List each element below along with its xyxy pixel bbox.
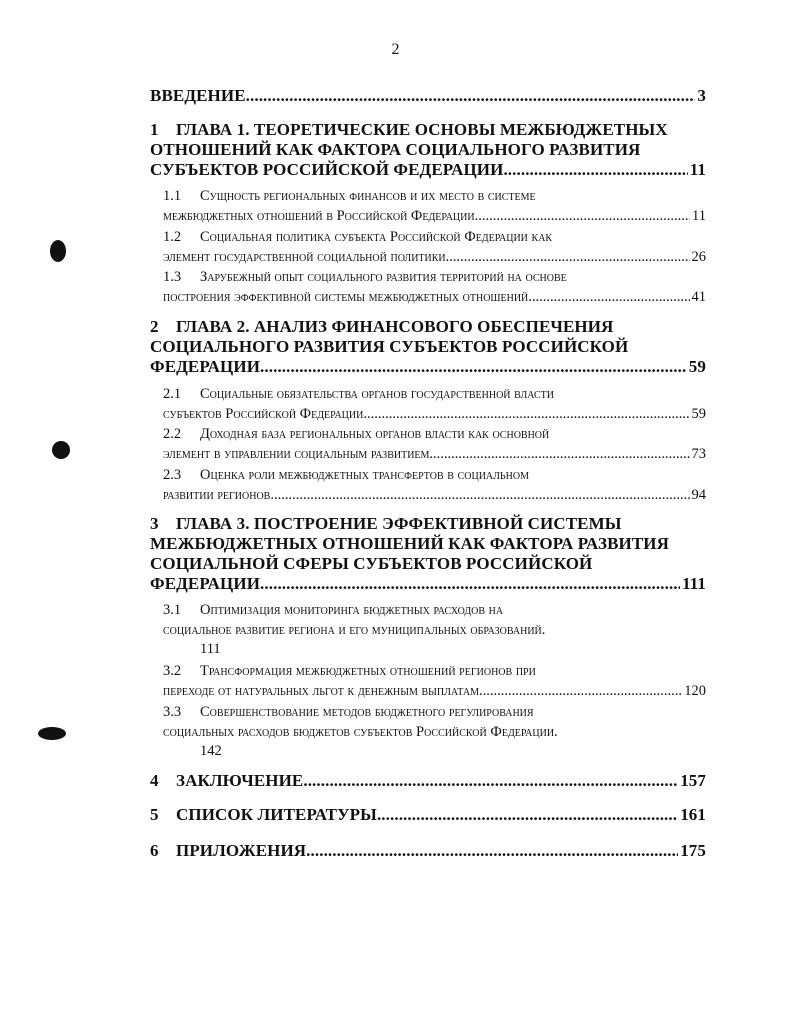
scan-blot [38, 727, 66, 740]
section-title-line[interactable]: социальных расходов бюджетов субъектов Российской Федерации. [163, 724, 558, 740]
section-title-line[interactable]: Оценка роли межбюджетных трансфертов в социальном [200, 467, 529, 483]
section-number: 3.3 [163, 704, 182, 720]
toc-entry-section-1-2[interactable]: элемент государственной социальной политики ..... 26 [163, 249, 706, 266]
toc-entry-section-2-3[interactable]: развитии регионов ..... 94 [163, 487, 706, 504]
section-page[interactable]: 142 [200, 743, 222, 759]
chapter-title-line[interactable]: СОЦИАЛЬНОЙ СФЕРЫ СУБЪЕКТОВ РОССИЙСКОЙ [150, 554, 593, 573]
toc-entry-section-1-3[interactable]: построения эффективной системы межбюджетных отношений. ..... 41 [163, 289, 706, 306]
toc-entry-chapter-3[interactable]: ФЕДЕРАЦИИ. ..... 111 [150, 574, 706, 594]
section-number: 2.1 [163, 386, 182, 402]
chapter-title-line[interactable]: ГЛАВА 2. АНАЛИЗ ФИНАНСОВОГО ОБЕСПЕЧЕНИЯ [176, 317, 614, 336]
section-number: 1.1 [163, 188, 182, 204]
chapter-title-line[interactable]: ГЛАВА 1. ТЕОРЕТИЧЕСКИЕ ОСНОВЫ МЕЖБЮДЖЕТНЫХ [176, 120, 668, 139]
toc-entry-chapter-1[interactable]: СУБЪЕКТОВ РОССИЙСКОЙ ФЕДЕРАЦИИ ..... 11 [150, 160, 706, 180]
toc-entry-section-2-2[interactable]: элемент в управлении социальным развитием ..... 73 [163, 446, 706, 463]
chapter-number: 5 [150, 805, 159, 824]
section-title-line[interactable]: Оптимизация мониторинга бюджетных расходов на [200, 602, 504, 618]
toc-entry-section-3-2[interactable]: переходе от натуральных льгот к денежным выплатам. ..... 120 [163, 683, 706, 700]
chapter-number: 3 [150, 514, 159, 533]
chapter-number: 1 [150, 120, 159, 139]
section-number: 3.1 [163, 602, 182, 618]
section-number: 2.2 [163, 426, 182, 442]
toc-entry-intro[interactable]: ВВЕДЕНИЕ ..... 3 [150, 86, 706, 106]
chapter-title-line[interactable]: ГЛАВА 3. ПОСТРОЕНИЕ ЭФФЕКТИВНОЙ СИСТЕМЫ [176, 514, 622, 533]
section-title-line[interactable]: Социальные обязательства органов государственной власти [200, 386, 554, 402]
toc-entry-section-1-1[interactable]: межбюджетных отношений в Российской Федерации ..... 11 [163, 208, 706, 225]
toc-entry-conclusion[interactable]: ЗАКЛЮЧЕНИЕ ..... 157 [176, 771, 706, 791]
chapter-title-line[interactable]: МЕЖБЮДЖЕТНЫХ ОТНОШЕНИЙ КАК ФАКТОРА РАЗВИТИЯ [150, 534, 669, 553]
chapter-number: 2 [150, 317, 159, 336]
section-number: 3.2 [163, 663, 182, 679]
chapter-title-line[interactable]: СОЦИАЛЬНОГО РАЗВИТИЯ СУБЪЕКТОВ РОССИЙСКОЙ [150, 337, 629, 356]
section-number: 1.2 [163, 229, 182, 245]
section-title-line[interactable]: Зарубежный опыт социального развития территорий на основе [200, 269, 567, 285]
section-title-line[interactable]: Совершенствование методов бюджетного регулирования [200, 704, 534, 720]
scan-blot [50, 240, 66, 262]
scan-blot [52, 441, 70, 459]
section-title-line[interactable]: Сущность региональных финансов и их место в системе [200, 188, 536, 204]
page-number: 2 [391, 41, 400, 58]
toc-entry-section-2-1[interactable]: субъектов Российской Федерации. ..... 59 [163, 406, 706, 423]
section-page[interactable]: 111 [200, 641, 221, 657]
section-title-line[interactable]: Социальная политика субъекта Российской Федерации как [200, 229, 553, 245]
section-title-line[interactable]: Доходная база региональных органов власти как основной [200, 426, 550, 442]
toc-entry-appendices[interactable]: ПРИЛОЖЕНИЯ ..... 175 [176, 841, 706, 861]
chapter-number: 4 [150, 771, 159, 790]
section-title-line[interactable]: социальное развитие региона и его муниципальных образований. [163, 622, 546, 638]
chapter-number: 6 [150, 841, 159, 860]
toc-entry-chapter-2[interactable]: ФЕДЕРАЦИИ. ..... 59 [150, 357, 706, 377]
chapter-title-line[interactable]: ОТНОШЕНИЙ КАК ФАКТОРА СОЦИАЛЬНОГО РАЗВИТИЯ [150, 140, 641, 159]
section-number: 1.3 [163, 269, 182, 285]
section-number: 2.3 [163, 467, 182, 483]
toc-entry-references[interactable]: СПИСОК ЛИТЕРАТУРЫ ..... 161 [176, 805, 706, 825]
section-title-line[interactable]: Трансформация межбюджетных отношений регионов при [200, 663, 536, 679]
